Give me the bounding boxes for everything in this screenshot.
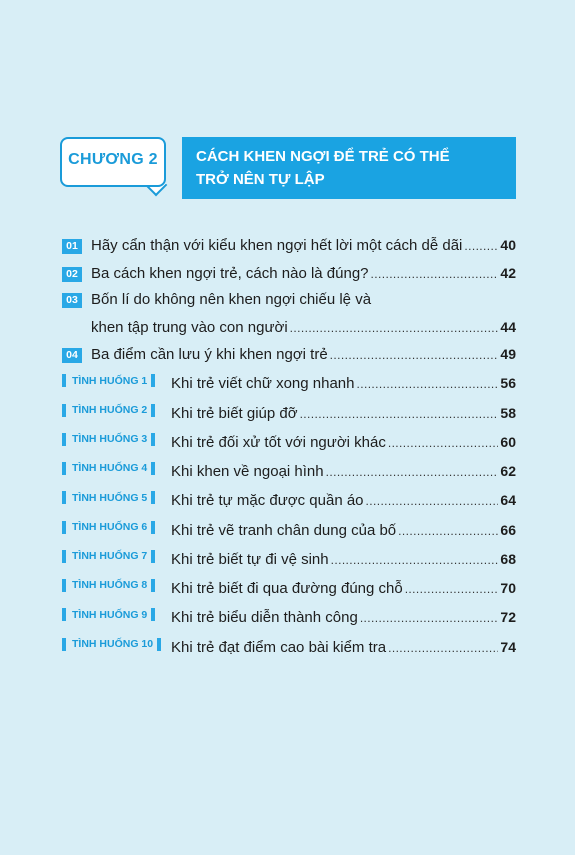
situation-label-text: TÌNH HUỐNG 4 [72,462,148,475]
situation-label-text: TÌNH HUỐNG 3 [72,433,148,445]
toc-entry-title: Ba điểm cần lưu ý khi khen ngợi trẻ [91,346,328,363]
situation-label [62,514,166,541]
toc-situation-2[interactable] [62,398,516,427]
toc-entry-title: Khi trẻ tự mặc được quần áo [171,492,364,510]
situation-label-text: TÌNH HUỐNG 6 [72,520,148,533]
toc-entry-title: Hãy cẩn thận với kiểu khen ngợi hết lời một cách dễ dãi [91,237,463,254]
dot-leader [398,518,498,545]
label-bar-left [62,608,66,621]
toc-entry-title: Khi trẻ vẽ tranh chân dung của bố [171,521,397,539]
toc-entry-title: Khi trẻ đối xử tốt với người khác [171,433,386,451]
situation-label [62,426,166,453]
dot-leader [388,430,499,457]
toc-page-number: 68 [500,550,516,567]
toc-page-number: 44 [500,318,516,335]
toc-entry-title: Khi trẻ biết giúp đỡ [171,404,298,422]
toc-entry-title: Ba cách khen ngợi trẻ, cách nào là đúng? [91,264,369,282]
chapter-title-line1: CÁCH KHEN NGỢI ĐỂ TRẺ CÓ THỂ [196,148,450,165]
toc-situation-7[interactable] [62,544,516,573]
toc-entry-title: Khi khen về ngoại hình [171,463,324,480]
toc-entry-title: Khi trẻ viết chữ xong nhanh [171,375,355,393]
label-bar-left [62,550,66,563]
label-bar-right [151,491,155,504]
toc-page-number: 58 [500,404,516,421]
toc-page-number: 60 [500,433,516,450]
label-bar-right [151,579,155,592]
dot-leader [388,635,498,662]
situation-label [62,455,166,482]
toc-situation-1[interactable] [62,369,516,398]
dot-leader [331,547,499,574]
toc-entry-title: Khi trẻ biểu diễn thành công [171,609,358,627]
section-number-badge: 02 [62,267,82,282]
dot-leader [405,576,499,603]
dot-leader [366,488,499,515]
situation-label [62,485,166,512]
situation-label-text: TÌNH HUỐNG 1 [72,374,148,387]
situation-label [62,602,166,629]
toc-entry-01[interactable] [62,232,516,260]
situation-label [62,631,166,658]
toc-page-number: 42 [500,264,516,281]
label-bar-left [62,579,66,592]
toc-entry-03-continued[interactable] [62,314,516,342]
dot-leader [464,233,498,260]
section-number-badge: 03 [62,293,82,308]
label-bar-right [151,433,155,446]
label-bar-right [151,462,155,475]
toc-page-number: 72 [500,609,516,626]
toc-page-number: 74 [500,638,516,655]
toc-situation-4[interactable] [62,456,516,485]
situation-label [62,397,166,424]
situation-label-text: TÌNH HUỐNG 5 [72,491,148,504]
toc-page-number: 64 [500,492,516,509]
dot-leader [326,459,499,486]
situation-label-text: TÌNH HUỐNG 7 [72,550,148,562]
label-bar-left [62,638,66,651]
dot-leader [371,261,499,288]
dot-leader [330,342,499,369]
situation-label [62,572,166,599]
toc-entry-title-line2: khen tập trung vào con người [91,318,288,336]
toc-situation-8[interactable] [62,573,516,602]
chapter-label: CHƯƠNG 2 [68,151,158,168]
dot-leader [290,315,499,342]
toc-situation-6[interactable] [62,515,516,544]
label-bar-right [151,521,155,534]
toc-entry-03[interactable] [62,287,516,314]
toc-situation-3[interactable] [62,427,516,456]
chapter-title [182,137,516,199]
label-bar-left [62,462,66,475]
toc-page-number: 66 [500,521,516,538]
toc-page-number: 40 [500,237,516,253]
toc-entry-title-line1: Bốn lí do không nên khen ngợi chiếu lệ và [91,291,372,308]
label-bar-right [151,404,155,417]
situation-label-text: TÌNH HUỐNG 10 [72,637,154,650]
situation-label-text: TÌNH HUỐNG 2 [72,403,148,416]
label-bar-left [62,491,66,504]
toc-situation-10[interactable] [62,632,516,661]
toc-entry-title: Khi trẻ đạt điểm cao bài kiểm tra [171,638,387,656]
section-number-badge: 01 [62,239,82,254]
toc-page-number: 49 [500,346,516,362]
situation-label-text: TÌNH HUỐNG 8 [72,579,148,592]
toc-entry-02[interactable] [62,260,516,288]
label-bar-right [151,608,155,621]
label-bar-right [157,638,161,651]
label-bar-left [62,404,66,417]
label-bar-right [151,550,155,563]
label-bar-left [62,433,66,446]
toc-situation-5[interactable] [62,486,516,515]
label-bar-left [62,521,66,534]
section-number-badge: 04 [62,348,82,363]
label-bar-left [62,374,66,387]
situation-label [62,543,166,570]
situation-label-text: TÌNH HUỐNG 9 [72,608,148,621]
toc-page-number: 62 [500,463,516,479]
dot-leader [360,605,499,632]
toc-entry-04[interactable] [62,341,516,369]
toc-situation-9[interactable] [62,603,516,632]
dot-leader [300,401,499,428]
dot-leader [357,371,499,398]
toc-page-number: 56 [500,375,516,392]
chapter-title-line2: TRỞ NÊN TỰ LẬP [196,171,325,188]
label-bar-right [151,374,155,387]
table-of-contents [62,232,516,661]
situation-label [62,368,166,395]
chapter-header [60,137,516,199]
toc-entry-title: Khi trẻ biết tự đi vệ sinh [171,550,329,568]
toc-page-number: 70 [500,580,516,596]
toc-entry-title: Khi trẻ biết đi qua đường đúng chỗ [171,580,403,597]
